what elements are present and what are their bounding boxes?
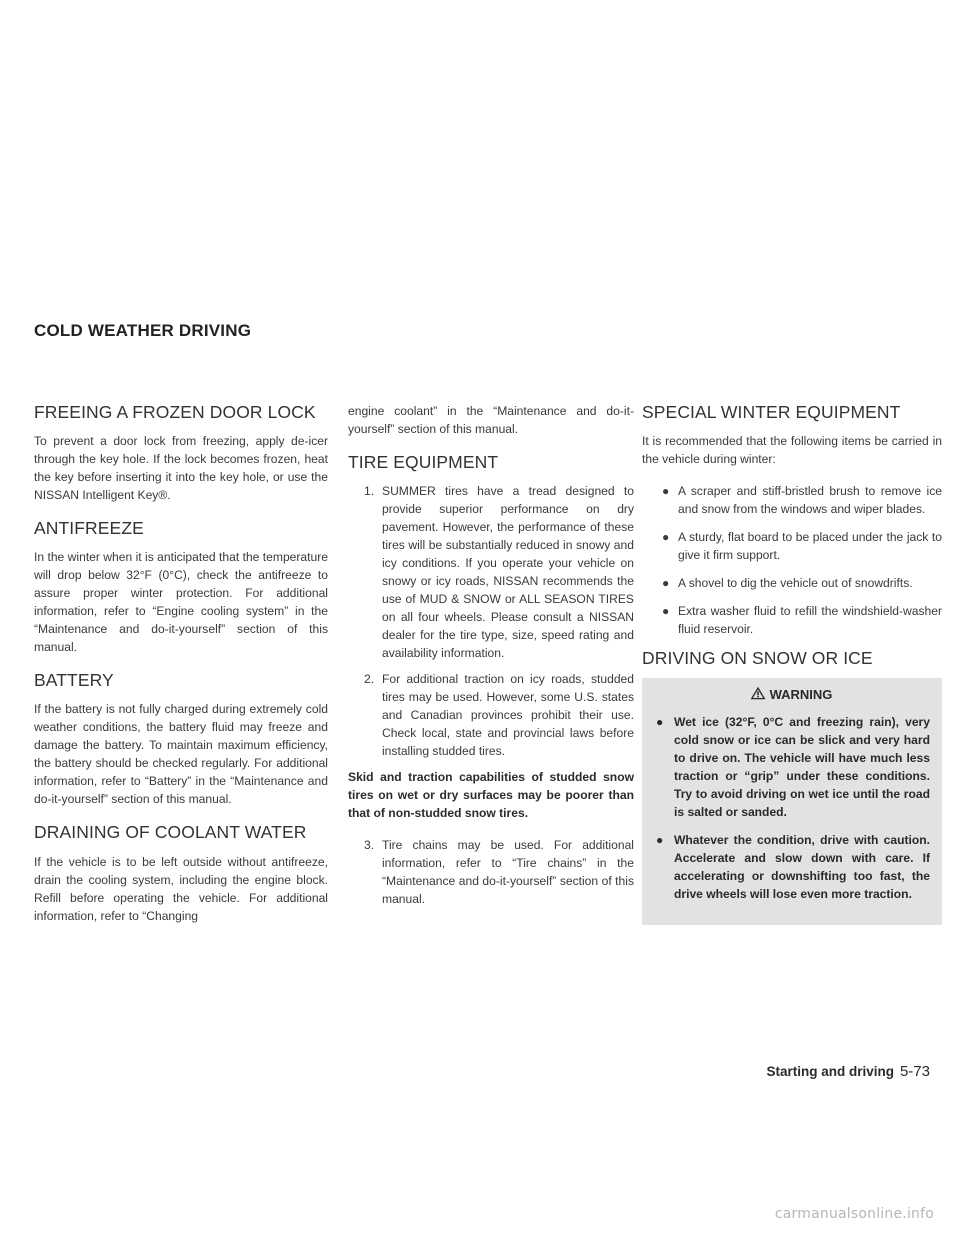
watermark: carmanualsonline.info: [774, 1206, 934, 1222]
warning-box: [642, 678, 942, 925]
list-number: 2.: [364, 672, 375, 687]
list-text: Extra washer fluid to refill the windshield-washer fluid reservoir.: [678, 604, 942, 637]
column-right: [642, 402, 942, 925]
bullet-icon: ●: [656, 715, 664, 730]
section-title: COLD WEATHER DRIVING: [34, 321, 252, 340]
paragraph-battery: If the battery is not fully charged during extremely cold weather conditions, the battery fluid may freeze and damage the battery. To maintain maximum efficiency, the battery should be checked regularly. For additional information, refer to “Battery” in the “Maintenance and do-it-yourself” section of this manual.: [34, 702, 328, 807]
paragraph-draining-coolant: If the vehicle is to be left outside without antifreeze, drain the cooling system, including the engine block. Refill before operating the vehicle. For additional information, refer to “Changing: [34, 854, 328, 923]
heading-driving-on-snow-or-ice: DRIVING ON SNOW OR ICE: [642, 648, 873, 669]
bullet-icon: ●: [656, 833, 664, 848]
heading-draining-coolant: DRAINING OF COOLANT WATER: [34, 822, 307, 843]
list-text: Wet ice (32°F, 0°C and freezing rain), very cold snow or ice can be slick and very hard to drive on. The vehicle will have much less traction or “grip” under these conditions. Try to avoid driving on wet ice until the road is salted or sanded.: [674, 715, 930, 820]
list-item: [642, 602, 942, 638]
list-item: [642, 482, 942, 518]
heading-antifreeze: ANTIFREEZE: [34, 518, 144, 539]
page-footer: [766, 1063, 930, 1080]
list-text: A shovel to dig the vehicle out of snowdrifts.: [678, 576, 913, 591]
bullet-icon: ●: [662, 604, 670, 619]
paragraph-antifreeze: In the winter when it is anticipated that the temperature will drop below 32°F (0°C), check the antifreeze to assure proper winter protection. For additional information, refer to “Engine cooling system” in the “Maintenance and do-it-yourself” section of this manual.: [34, 550, 328, 655]
tire-list: [348, 482, 634, 760]
page-number: 5-73: [899, 1063, 930, 1080]
bullet-icon: ●: [662, 484, 670, 499]
list-text: A scraper and stiff-bristled brush to remove ice and snow from the windows and wiper blades.: [678, 484, 942, 517]
paragraph-frozen-door-lock: To prevent a door lock from freezing, apply de-icer through the key hole. If the lock becomes frozen, heat the key before inserting it into the key hole, or use the NISSAN Intelligent Key®.: [34, 434, 328, 503]
column-middle: [348, 402, 634, 916]
list-text: Whatever the condition, drive with caution. Accelerate and slow down with care. If accelerating or downshifting too fast, the drive wheels will lose even more traction.: [674, 833, 930, 902]
tire-list-continued: [348, 836, 634, 908]
list-item: [642, 528, 942, 564]
heading-battery: BATTERY: [34, 670, 114, 691]
list-item: [348, 670, 634, 760]
heading-tire-equipment: TIRE EQUIPMENT: [348, 452, 499, 472]
list-item: [348, 482, 634, 662]
list-text: Tire chains may be used. For additional information, refer to “Tire chains” in the “Maintenance and do-it-yourself” section of this manual.: [382, 838, 634, 907]
heading-frozen-door-lock: FREEING A FROZEN DOOR LOCK: [34, 402, 316, 422]
footer-section-name: Starting and driving: [766, 1064, 894, 1079]
equipment-list: [642, 482, 942, 638]
list-item: [652, 713, 930, 821]
warning-list: [652, 713, 930, 903]
list-text: SUMMER tires have a tread designed to provide superior performance on dry pavement. However, the performance of these tires will be substantially reduced in snowy and icy conditions. If you operate your vehicle on snowy or icy roads, NISSAN recommends the use of MUD & SNOW or ALL SEASON TIRES on all four wheels. Please consult a NISSAN dealer for the tire type, size, speed rating and availability information.: [382, 484, 634, 661]
list-number: 1.: [364, 484, 375, 499]
paragraph-special-winter-equipment: It is recommended that the following items be carried in the vehicle during winter:: [642, 434, 942, 467]
warning-title: WARNING: [769, 687, 833, 703]
list-text: For additional traction on icy roads, studded tires may be used. However, some U.S. states and Canadian provinces prohibit their use. Check local, state and provincial laws before installing studded tires.: [382, 672, 634, 759]
list-item: [348, 836, 634, 908]
warning-triangle-icon: [750, 686, 766, 703]
bullet-icon: ●: [662, 530, 670, 545]
bullet-icon: ●: [662, 576, 670, 591]
paragraph-coolant-continued: engine coolant” in the “Maintenance and do-it-yourself” section of this manual.: [348, 404, 634, 436]
list-item: [652, 831, 930, 903]
list-item: [642, 574, 942, 592]
paragraph-studded-caution: Skid and traction capabilities of studded snow tires on wet or dry surfaces may be poorer than that of non-studded snow tires.: [348, 770, 634, 821]
heading-special-winter-equipment: SPECIAL WINTER EQUIPMENT: [642, 402, 901, 422]
list-number: 3.: [364, 838, 375, 853]
list-text: A sturdy, flat board to be placed under the jack to give it firm support.: [678, 530, 942, 563]
warning-header: [652, 686, 930, 703]
column-left: [34, 402, 328, 939]
